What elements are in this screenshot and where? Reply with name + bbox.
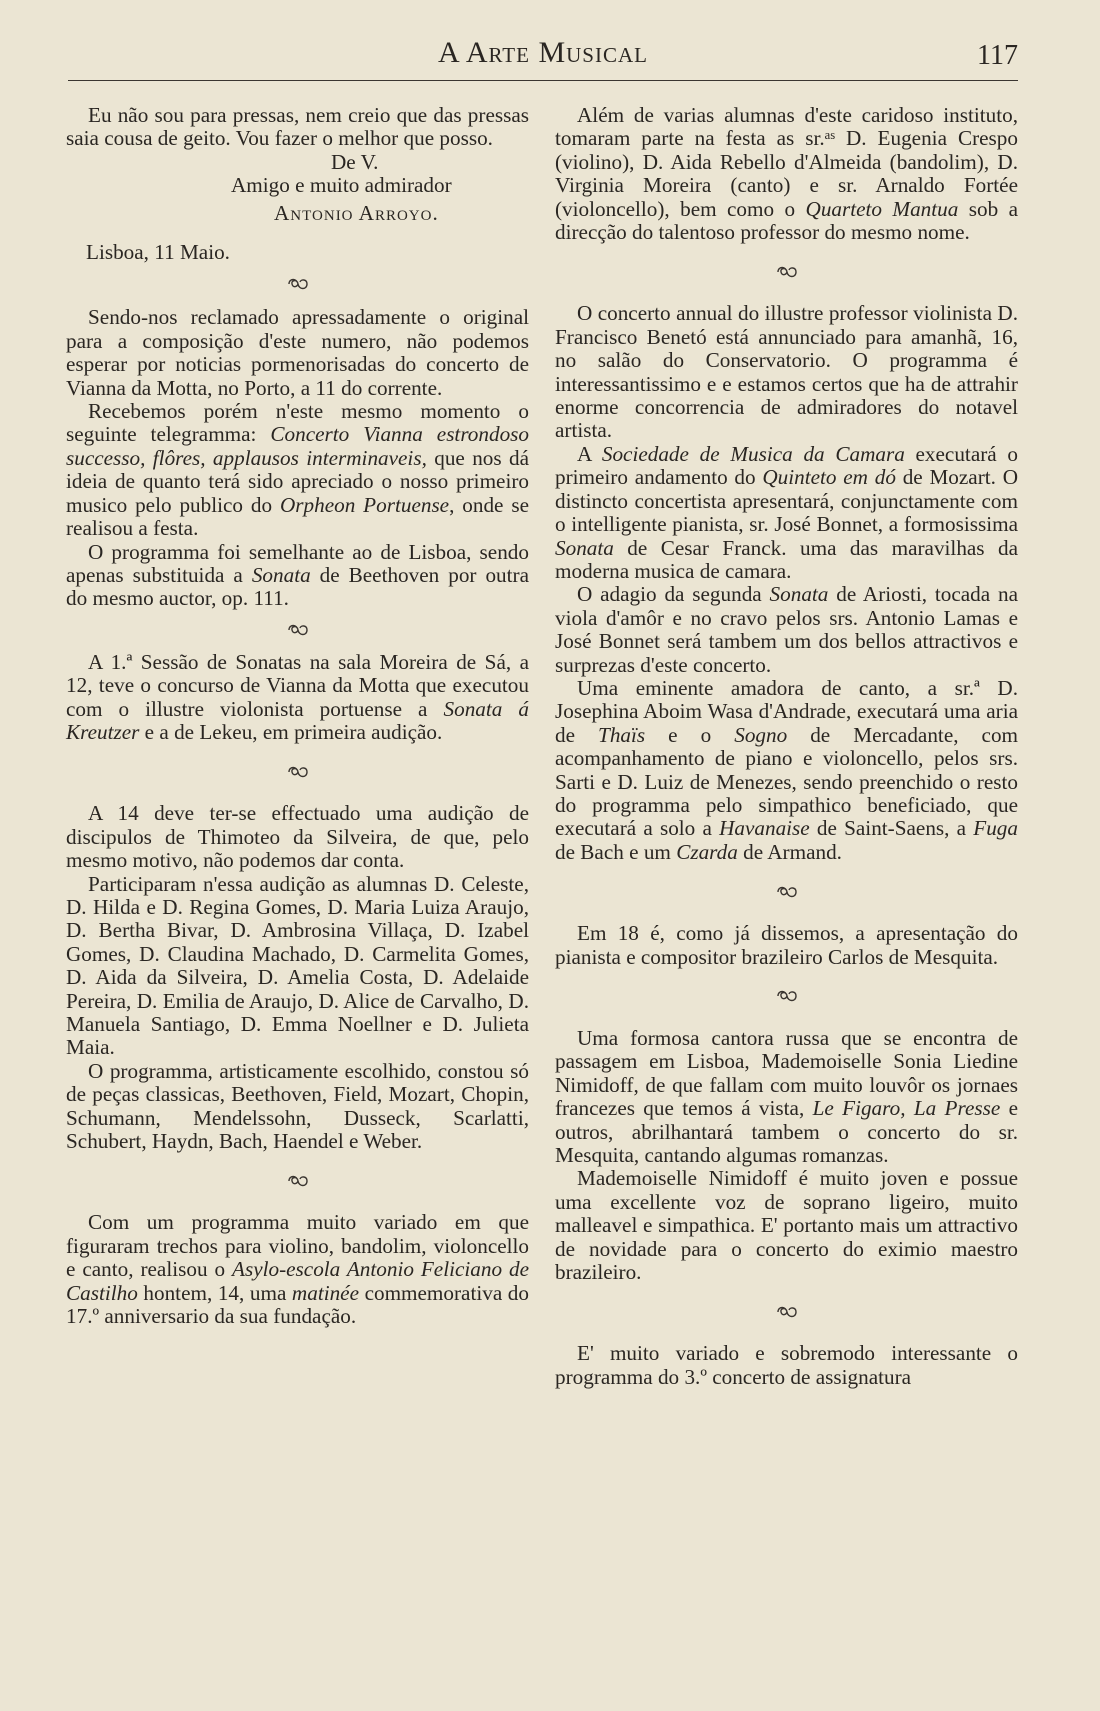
italic-run: Sonata: [555, 535, 614, 560]
italic-run: Sonata: [769, 582, 829, 607]
text-run: e o: [645, 722, 735, 747]
text-run: de Beethoven por outra do mesmo auctor, op. 111.: [66, 562, 529, 611]
paragraph: E' muito variado e sobremodo interessante o programma do 3.º concerto de assignatura: [555, 1341, 1018, 1389]
text-run: O programma foi semelhante ao de Lisboa, sendo apenas substituida a: [66, 539, 529, 587]
paragraph: [66, 651, 529, 745]
text-run: , onde se realisou a festa.: [66, 492, 529, 541]
text-run: O adagio da segunda: [577, 582, 770, 607]
paragraph: [66, 541, 529, 611]
dateline: Lisboa, 11 Maio.: [86, 240, 230, 265]
fleuron-icon: [66, 617, 529, 641]
fleuron-icon: [555, 983, 1018, 1007]
text-run: de Mozart. O distincto concertista apresentará, conjunctamente com o intelligente pianista, sr. José Bonnet, a formosissima: [555, 465, 1018, 537]
telegram-quote: Concerto Vianna estrondoso successo, flôres, applausos interminaveis,: [66, 422, 529, 470]
text-run: Com um programma muito variado em que figuraram trechos para violino, bandolim, violoncello e canto, realisou o: [66, 1210, 529, 1282]
paragraph: [66, 1211, 529, 1328]
page-header: [68, 36, 1018, 84]
text-run: Uma formosa cantora russa que se encontra de passagem em Lisboa, Mademoiselle Sonia Liedine Nimidoff, de que fallam com muito louvôr os jornaes francezes que temos á vista,: [555, 1026, 1018, 1121]
italic-run: Quinteto em dó: [762, 465, 896, 490]
signature-line: De V.: [331, 149, 379, 174]
fleuron-icon: [66, 1167, 529, 1191]
page-number: 117: [977, 40, 1018, 71]
signature-name: Antonio Arroyo.: [274, 200, 439, 225]
paragraph: Em 18 é, como já dissemos, a apresentação do pianista e compositor brazileiro Carlos de Mesquita.: [555, 921, 1018, 969]
signature-line: Amigo e muito admirador: [231, 173, 452, 198]
text-run: e a de Lekeu, em primeira audição.: [139, 719, 443, 744]
text-run: de Armand.: [737, 839, 842, 864]
running-title: A Arte Musical: [438, 36, 648, 69]
italic-run: Le Figaro, La Presse: [812, 1096, 1001, 1121]
italic-run: Sogno: [734, 722, 788, 747]
text-run: de Bach e um: [555, 839, 677, 864]
header-rule: [68, 80, 1018, 81]
paragraph: [555, 1027, 1018, 1167]
text-run: de Ariosti, tocada na viola d'amôr e no cravo pelos srs. Antonio Lamas e José Bonnet será tambem um dos bellos attractivos e surprezas d'este concerto.: [555, 582, 1019, 677]
italic-run: Czarda: [676, 839, 738, 864]
italic-run: Thaïs: [598, 722, 646, 747]
text-run: Além de varias alumnas d'este caridoso instituto, tomaram parte na festa as sr.ᵃˢ D. Eugenia Crespo (violino), D. Aida Rebello d'Almeida (bandolim), D. Virginia Moreira (canto) e sr. Arnaldo Fortée (violoncello), bem como o: [555, 103, 1018, 221]
left-column: [66, 104, 529, 1328]
paragraph: O programma, artisticamente escolhido, constou só de peças classicas, Beethoven, Field, Mozart, Chopin, Schumann, Mendelssohn, Dusseck, Scarlatti, Schubert, Haydn, Bach, Haendel e Weber.: [66, 1058, 529, 1154]
right-column: [555, 104, 1018, 1389]
paragraph: Participaram n'essa audição as alumnas D. Celeste, D. Hilda e D. Regina Gomes, D. Maria Luiza Araujo, D. Bertha Bivar, D. Ambrosina Villaça, D. Izabel Gomes, D. Claudina Machado, D. Carmelita Gomes, D. Aida da Silveira, D. Amelia Costa, D. Adelaide Pereira, D. Emilia de Araujo, D. Alice de Carvalho, D. Manuela Santiago, D. Emma Noellner e D. Julieta Maia.: [66, 871, 529, 1060]
text-run: Recebemos porém n'este mesmo momento o seguinte telegramma:: [66, 399, 529, 447]
paragraph: A 14 deve ter-se effectuado uma audição de discipulos de Thimoteo da Silveira, de que, pelo mesmo motivo, não podemos dar conta.: [66, 801, 529, 873]
fleuron-icon: [66, 758, 529, 782]
paragraph: [555, 677, 1018, 864]
italic-run: Havanaise: [719, 816, 810, 841]
italic-run: Sonata: [251, 562, 311, 587]
fleuron-icon: [555, 878, 1018, 902]
italic-run: matinée: [291, 1280, 359, 1305]
text-run: de Cesar Franck. uma das maravilhas da moderna musica de camara.: [555, 535, 1018, 583]
text-run: hontem, 14, uma: [137, 1280, 292, 1305]
paragraph: Mademoiselle Nimidoff é muito joven e possue uma excellente voz de soprano ligeiro, muito malleavel e simpathica. E' portanto mais um attractivo de novidade para o concerto do eximio maestro brazileiro.: [555, 1166, 1018, 1285]
paragraph: [555, 583, 1018, 677]
italic-run: Quarteto Mantua: [805, 196, 959, 221]
italic-run: Asylo-escola Antonio Feliciano de Castilho: [66, 1257, 529, 1305]
fleuron-icon: [66, 270, 529, 294]
paragraph: O concerto annual do illustre professor violinista D. Francisco Benetó está annunciado para amanhã, 16, no salão do Conservatorio. O programma é interessantissimo e e estamos certos que ha de attrahir enorme concorrencia de admiradores do notavel artista.: [555, 301, 1018, 443]
paragraph: Sendo-nos reclamado apressadamente o original para a composição d'este numero, não podemos esperar por noticias pormenorisadas do concerto de Vianna da Motta, no Porto, a 11 do corrente.: [66, 305, 529, 400]
text-run: commemorativa do 17.º anniversario da sua fundação.: [66, 1280, 529, 1329]
text-run: executará o primeiro andamento do: [555, 441, 1018, 490]
fleuron-icon: [555, 258, 1018, 282]
italic-run: Sociedade de Musica da Camara: [601, 441, 905, 466]
fleuron-icon: [555, 1298, 1018, 1322]
paragraph: [555, 104, 1018, 244]
italic-run: Orpheon Portuense: [279, 492, 450, 517]
text-run: sob a direcção do talentoso professor do mesmo nome.: [555, 196, 1018, 245]
italic-run: Sonata á Kreutzer: [66, 696, 530, 744]
text-run: Uma eminente amadora de canto, a sr.ª D. Josephina Aboim Wasa d'Andrade, executará uma aria de: [555, 675, 1018, 747]
italic-run: Fuga: [973, 816, 1018, 841]
text-run: que nos dá ideia de quanto terá sido apreciado o nosso primeiro musico pelo publico do: [66, 445, 529, 517]
text-run: e outros, abrilhantará tambem o concerto do sr. Mesquita, cantando algumas romanzas.: [555, 1096, 1018, 1168]
text-run: de Mercadante, com acompanhamento de piano e violoncello, pelos srs. Sarti e D. Luiz de Menezes, sendo preenchido o resto do programma pelo simpathico beneficiado, que executará a solo a: [555, 722, 1019, 841]
paragraph: [555, 443, 1018, 583]
text-run: de Saint-Saens, a: [809, 816, 974, 841]
paragraph: [66, 400, 529, 540]
paragraph: Eu não sou para pressas, nem creio que das pressas saia cousa de geito. Vou fazer o melhor que posso.: [66, 103, 529, 151]
text-run: A 1.ª Sessão de Sonatas na sala Moreira de Sá, a 12, teve o concurso de Vianna da Motta que executou com o illustre violonista portuense a: [66, 649, 529, 721]
text-run: A: [577, 441, 602, 466]
